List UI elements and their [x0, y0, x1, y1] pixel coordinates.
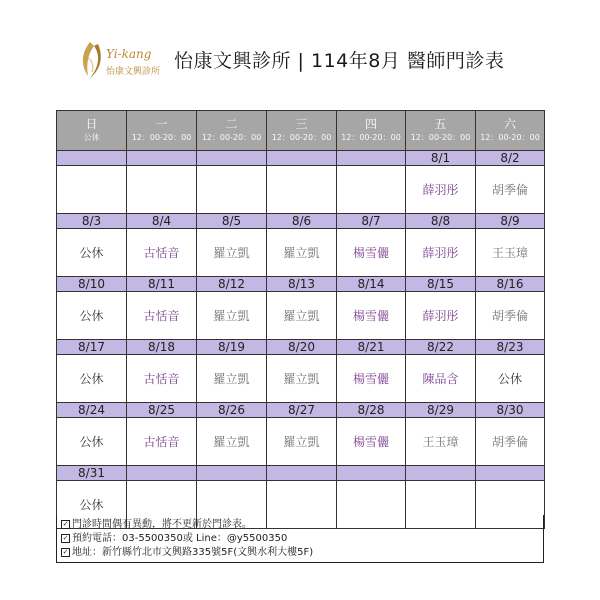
doctor-cell: 公休 [57, 229, 127, 277]
page-title: 怡康文興診所 | 114年8月 醫師門診表 [174, 50, 505, 72]
date-cell: 8/14 [337, 277, 406, 292]
doctor-cell: 羅立凱 [267, 229, 337, 277]
doctor-cell: 古恬音 [127, 229, 197, 277]
date-cell: 8/21 [337, 340, 406, 355]
doctor-cell: 古恬音 [127, 418, 197, 466]
doctor-cell: 羅立凱 [197, 418, 267, 466]
doctor-row [57, 292, 545, 340]
doctor-cell: 羅立凱 [197, 229, 267, 277]
date-cell [267, 466, 337, 481]
date-row [57, 214, 545, 229]
date-cell: 8/10 [57, 277, 127, 292]
date-cell: 8/9 [476, 214, 545, 229]
doctor-cell: 王玉璋 [476, 229, 545, 277]
date-cell: 8/31 [57, 466, 127, 481]
note-item: ✓ 地址：新竹縣竹北市文興路335號5F(文興水利大樓5F) [62, 547, 314, 558]
doctor-row [57, 418, 545, 466]
date-cell [57, 151, 127, 166]
header [0, 38, 600, 84]
date-cell: 8/5 [197, 214, 267, 229]
doctor-cell: 公休 [476, 355, 545, 403]
logo-script: Yi-kang [106, 47, 152, 61]
date-row [57, 277, 545, 292]
doctor-cell: 楊雪儷 [337, 229, 406, 277]
doctor-cell: 薛羽彤 [406, 166, 476, 214]
doctor-cell: 楊雪儷 [337, 355, 406, 403]
date-row [57, 340, 545, 355]
doctor-cell: 古恬音 [127, 355, 197, 403]
date-cell: 8/3 [57, 214, 127, 229]
doctor-row [57, 229, 545, 277]
date-cell: 8/15 [406, 277, 476, 292]
doctor-cell: 羅立凱 [267, 292, 337, 340]
weekday-header: 五 12：00-20：00 [406, 111, 476, 151]
doctor-cell: 羅立凱 [197, 292, 267, 340]
date-cell: 8/22 [406, 340, 476, 355]
date-cell: 8/18 [127, 340, 197, 355]
date-cell [406, 466, 476, 481]
logo-subtext: 怡康文興診所 [106, 67, 161, 77]
doctor-cell: 陳品含 [406, 355, 476, 403]
date-cell [197, 466, 267, 481]
date-cell: 8/17 [57, 340, 127, 355]
date-cell: 8/13 [267, 277, 337, 292]
checkbox-icon: ✓ [62, 520, 69, 528]
date-cell [127, 466, 197, 481]
weekday-header-row [57, 111, 545, 151]
doctor-row [57, 166, 545, 214]
doctor-cell: 公休 [57, 481, 127, 529]
notes-box [56, 515, 544, 563]
note-item: ✓ 預約電話：03-5500350或 Line：@y5500350 [62, 533, 288, 544]
doctor-cell: 王玉璋 [406, 418, 476, 466]
weekday-header: 四 12：00-20：00 [337, 111, 406, 151]
doctor-cell: 羅立凱 [267, 355, 337, 403]
doctor-cell: 公休 [57, 355, 127, 403]
schedule-body [57, 151, 545, 529]
clinic-logo [76, 38, 168, 82]
doctor-cell: 薛羽彤 [406, 229, 476, 277]
date-cell: 8/24 [57, 403, 127, 418]
doctor-cell: 楊雪儷 [337, 292, 406, 340]
doctor-cell: 薛羽彤 [406, 292, 476, 340]
doctor-cell: 羅立凱 [267, 418, 337, 466]
doctor-cell: 楊雪儷 [337, 418, 406, 466]
checkbox-icon: ✓ [62, 548, 69, 556]
date-cell: 8/2 [476, 151, 545, 166]
weekday-header: 日 公休 [57, 111, 127, 151]
note-item: ✓ 門診時間偶有異動，將不更新於門診表。 [62, 519, 252, 530]
date-cell: 8/12 [197, 277, 267, 292]
doctor-cell: 羅立凱 [197, 355, 267, 403]
date-cell: 8/20 [267, 340, 337, 355]
doctor-cell: 胡季倫 [476, 292, 545, 340]
date-cell: 8/23 [476, 340, 545, 355]
doctor-row [57, 355, 545, 403]
date-row [57, 403, 545, 418]
date-cell: 8/1 [406, 151, 476, 166]
date-cell: 8/7 [337, 214, 406, 229]
checkbox-icon: ✓ [62, 534, 69, 542]
date-cell [267, 151, 337, 166]
date-cell [127, 151, 197, 166]
date-cell [197, 151, 267, 166]
doctor-cell: 公休 [57, 418, 127, 466]
date-cell: 8/11 [127, 277, 197, 292]
doctor-cell [127, 166, 197, 214]
date-row [57, 466, 545, 481]
date-row [57, 151, 545, 166]
date-cell: 8/6 [267, 214, 337, 229]
date-cell [337, 151, 406, 166]
date-cell: 8/19 [197, 340, 267, 355]
date-cell: 8/28 [337, 403, 406, 418]
date-cell: 8/27 [267, 403, 337, 418]
date-cell: 8/4 [127, 214, 197, 229]
date-cell: 8/16 [476, 277, 545, 292]
date-cell: 8/25 [127, 403, 197, 418]
doctor-cell: 公休 [57, 292, 127, 340]
date-cell: 8/30 [476, 403, 545, 418]
date-cell: 8/29 [406, 403, 476, 418]
weekday-header: 六 12：00-20：00 [476, 111, 545, 151]
doctor-cell [267, 166, 337, 214]
weekday-header: 一 12：00-20：00 [127, 111, 197, 151]
doctor-cell [57, 166, 127, 214]
weekday-header: 二 12：00-20：00 [197, 111, 267, 151]
schedule-table [56, 110, 545, 529]
date-cell [337, 466, 406, 481]
date-cell: 8/26 [197, 403, 267, 418]
date-cell [476, 466, 545, 481]
doctor-cell [197, 166, 267, 214]
doctor-cell: 胡季倫 [476, 418, 545, 466]
doctor-cell: 古恬音 [127, 292, 197, 340]
weekday-header: 三 12：00-20：00 [267, 111, 337, 151]
date-cell: 8/8 [406, 214, 476, 229]
doctor-cell: 胡季倫 [476, 166, 545, 214]
doctor-cell [337, 166, 406, 214]
